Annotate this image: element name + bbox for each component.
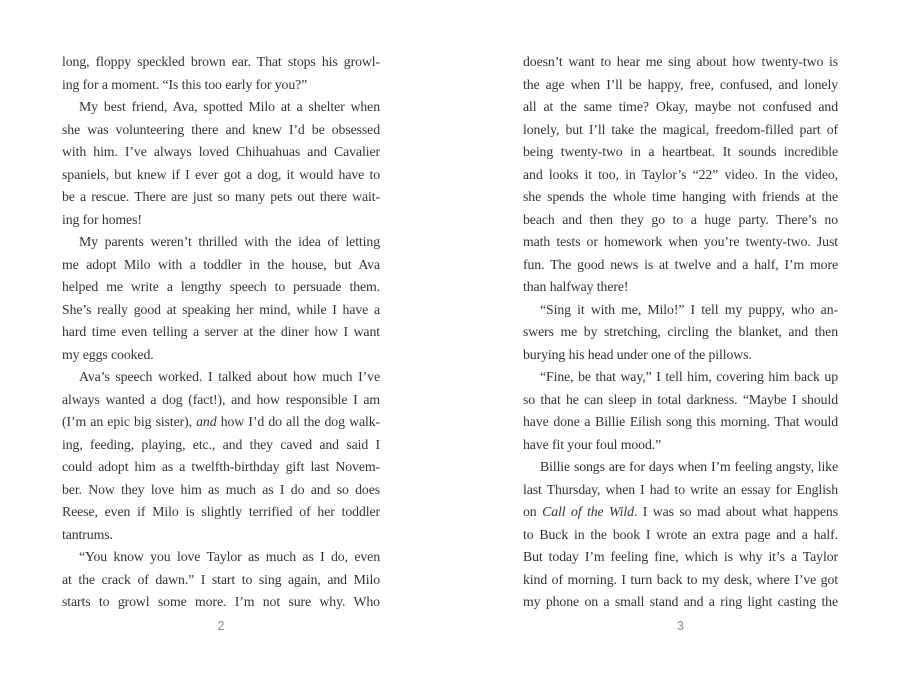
text-run: “You know you love Taylor as much as I do, even bbox=[79, 549, 380, 564]
text-run: hard time even telling a server at the diner how I want bbox=[62, 324, 380, 339]
text-line-content bbox=[62, 501, 380, 524]
text-run: doesn’t want to hear me sing about how twenty-two is bbox=[523, 54, 838, 69]
text-line-content bbox=[540, 299, 838, 322]
text-line-content bbox=[523, 164, 838, 187]
text-run: could adopt him as a twelfth-birthday gift last Novem- bbox=[62, 459, 380, 474]
text-line bbox=[62, 119, 380, 142]
text-run: be a rescue. There are just so many pets out there wait- bbox=[62, 189, 380, 204]
text-line bbox=[523, 546, 838, 569]
text-run: have done a Billie Eilish song this morning. That would bbox=[523, 414, 838, 429]
text-line-content bbox=[79, 231, 380, 254]
text-line-content bbox=[79, 366, 380, 389]
italic-text: Call of the Wild bbox=[542, 504, 634, 519]
text-run: My best friend, Ava, spotted Milo at a shelter when bbox=[79, 99, 380, 114]
text-run: with him. I’ve always loved Chihuahuas and Cavalier bbox=[62, 144, 380, 159]
text-line bbox=[62, 389, 380, 412]
text-run: But today I’m feeling fine, which is why it’s a Taylor bbox=[523, 549, 838, 564]
text-run: she was volunteering there and knew I’d be obsessed bbox=[62, 121, 380, 137]
text-line bbox=[523, 411, 838, 434]
text-run: starts to growl some more. I’m not sure why. Who bbox=[62, 594, 380, 609]
text-line bbox=[523, 164, 838, 187]
text-line bbox=[523, 74, 838, 97]
text-line-content bbox=[62, 51, 380, 74]
text-line bbox=[62, 164, 380, 187]
text-run: . I was so mad about what happens bbox=[633, 504, 838, 519]
text-run: tantrums. bbox=[62, 526, 113, 542]
text-line-content bbox=[523, 591, 838, 614]
text-run: always wanted a dog (fact!), and how responsible I am bbox=[62, 391, 380, 407]
text-line bbox=[62, 276, 380, 299]
text-line bbox=[523, 231, 838, 254]
text-run: at the crack of dawn.” I start to sing again, and Milo bbox=[62, 571, 380, 587]
text-run: have fit your foul mood.” bbox=[523, 436, 662, 452]
text-run: She’s really good at speaking her mind, while I have a bbox=[62, 301, 380, 317]
text-run: she spends the whole time hanging with friends at the bbox=[523, 189, 838, 204]
text-line-content bbox=[523, 321, 838, 344]
text-line-content bbox=[523, 186, 838, 209]
text-line-content bbox=[523, 344, 752, 367]
text-run: ing, feeding, playing, etc., and they caved and said I bbox=[62, 436, 380, 452]
text-run: beach and then they go to a huge party. There’s no bbox=[523, 211, 838, 227]
text-run: math tests or homework when you’re twenty-two. Just bbox=[523, 234, 838, 249]
text-run: ber. Now they love him as much as I do and so does bbox=[62, 481, 380, 497]
text-line-content bbox=[62, 299, 380, 322]
text-run: Reese, even if Milo is slightly terrified of her toddler bbox=[62, 504, 380, 519]
text-line bbox=[62, 569, 380, 592]
text-line-content bbox=[523, 479, 838, 502]
text-run: on bbox=[523, 504, 543, 519]
text-line bbox=[62, 456, 380, 479]
text-line bbox=[62, 231, 380, 254]
text-run: and looks it too, in Taylor’s “22” video. In the video, bbox=[523, 166, 838, 182]
text-line bbox=[62, 141, 380, 164]
text-line bbox=[523, 254, 838, 277]
text-line-content bbox=[62, 456, 380, 479]
text-line-content bbox=[523, 141, 838, 164]
text-line-content bbox=[523, 411, 838, 434]
text-line bbox=[62, 591, 380, 614]
text-line-content bbox=[62, 254, 380, 277]
text-run: my phone on a small stand and a ring light casting the bbox=[523, 594, 838, 609]
text-run: spaniels, but knew if I ever got a dog, it would have to bbox=[62, 166, 380, 182]
text-line bbox=[523, 186, 838, 209]
page-right-text bbox=[523, 51, 838, 614]
text-line-content bbox=[523, 276, 628, 299]
text-run: “Fine, be that way,” I tell him, covering him back up bbox=[540, 369, 838, 384]
text-line-content bbox=[62, 164, 380, 187]
text-line bbox=[523, 456, 838, 479]
text-run: so that he can sleep in total darkness. “Maybe I should bbox=[523, 391, 838, 407]
text-line-content bbox=[523, 96, 838, 119]
page-number-left: 2 bbox=[217, 619, 225, 633]
text-run: how I’d do all the dog walk- bbox=[216, 414, 380, 429]
text-line bbox=[523, 96, 838, 119]
text-line-content bbox=[523, 546, 838, 569]
text-line-content bbox=[523, 74, 838, 97]
text-line-content bbox=[523, 254, 838, 277]
text-line bbox=[62, 254, 380, 277]
text-line bbox=[62, 96, 380, 119]
text-run: burying his head under one of the pillows. bbox=[523, 346, 752, 362]
text-run: (I’m an epic big sister), bbox=[62, 414, 197, 429]
text-run: my eggs cooked. bbox=[62, 346, 154, 362]
page-right bbox=[450, 0, 900, 675]
text-run: helped me write a lengthy speech to persuade them. bbox=[62, 279, 380, 294]
text-line-content bbox=[523, 119, 838, 142]
text-line bbox=[62, 366, 380, 389]
text-line-content bbox=[62, 276, 380, 299]
text-run: Ava’s speech worked. I talked about how much I’ve bbox=[79, 369, 380, 384]
text-run: than halfway there! bbox=[523, 279, 629, 294]
text-line bbox=[523, 479, 838, 502]
text-line bbox=[62, 186, 380, 209]
text-run: to Buck in the book I wrote an extra page and a half. bbox=[523, 526, 838, 542]
text-run: long, floppy speckled brown ear. That stops his growl- bbox=[62, 54, 380, 69]
text-line-content bbox=[523, 51, 838, 74]
text-line-content bbox=[523, 569, 838, 592]
text-line bbox=[62, 74, 380, 97]
text-run: “Sing it with me, Milo!” I tell my puppy, who an- bbox=[540, 301, 838, 317]
text-line bbox=[62, 501, 380, 524]
text-line bbox=[523, 434, 838, 457]
text-line-content bbox=[79, 96, 380, 119]
text-run: Billie songs are for days when I’m feeling angsty, like bbox=[540, 459, 838, 474]
text-line-content bbox=[62, 411, 380, 434]
text-line-content bbox=[523, 501, 838, 524]
text-line bbox=[523, 276, 838, 299]
text-line bbox=[523, 501, 838, 524]
text-line-content bbox=[523, 434, 661, 457]
text-line bbox=[523, 51, 838, 74]
text-line bbox=[62, 524, 380, 547]
text-line-content bbox=[523, 524, 838, 547]
text-line bbox=[62, 209, 380, 232]
text-line-content bbox=[62, 141, 380, 164]
text-line-content bbox=[540, 456, 838, 479]
text-line bbox=[523, 569, 838, 592]
text-line-content bbox=[62, 389, 380, 412]
text-line-content bbox=[62, 524, 113, 547]
text-run: being twenty-two in a heartbeat. It sounds incredible bbox=[523, 144, 838, 159]
text-line bbox=[523, 299, 838, 322]
text-line bbox=[523, 366, 838, 389]
text-line-content bbox=[62, 344, 154, 367]
text-run: swers me by stretching, circling the blanket, and then bbox=[523, 324, 838, 339]
text-line bbox=[62, 51, 380, 74]
text-run: fun. The good news is at twelve and a half, I’m more bbox=[523, 256, 838, 272]
text-line bbox=[523, 344, 838, 367]
text-line-content bbox=[62, 434, 380, 457]
text-line bbox=[523, 209, 838, 232]
text-line bbox=[523, 524, 838, 547]
text-line bbox=[62, 321, 380, 344]
page-number-right: 3 bbox=[677, 619, 684, 633]
italic-text: and bbox=[196, 414, 217, 429]
text-run: last Thursday, when I had to write an essay for English bbox=[523, 481, 838, 497]
text-line bbox=[62, 434, 380, 457]
text-line bbox=[62, 546, 380, 569]
text-line-content bbox=[62, 74, 307, 97]
text-line-content bbox=[523, 389, 838, 412]
text-run: lonely, but I’ll take the magical, freedom-filled part of bbox=[523, 121, 838, 137]
text-line bbox=[62, 299, 380, 322]
page-left-text bbox=[62, 51, 380, 614]
text-line bbox=[62, 479, 380, 502]
text-line-content bbox=[62, 569, 380, 592]
text-run: ing for a moment. “Is this too early for you?” bbox=[62, 76, 308, 92]
text-line bbox=[523, 389, 838, 412]
text-run: the age when I’ll be happy, free, confused, and lonely bbox=[523, 76, 838, 92]
text-run: kind of morning. I turn back to my desk, where I’ve got bbox=[523, 571, 838, 587]
text-line-content bbox=[62, 321, 380, 344]
text-line-content bbox=[523, 209, 838, 232]
text-line-content bbox=[62, 479, 380, 502]
text-run: ing for homes! bbox=[62, 211, 142, 227]
text-line-content bbox=[523, 231, 838, 254]
text-line-content bbox=[540, 366, 838, 389]
text-line bbox=[523, 321, 838, 344]
text-line bbox=[62, 411, 380, 434]
text-run: me adopt Milo with a toddler in the house, but Ava bbox=[62, 256, 380, 272]
text-run: all at the same time? Okay, maybe not confused and bbox=[523, 99, 838, 114]
text-line bbox=[523, 591, 838, 614]
text-line-content bbox=[62, 591, 380, 614]
text-line-content bbox=[62, 119, 380, 142]
text-line-content bbox=[79, 546, 380, 569]
text-line bbox=[523, 119, 838, 142]
text-line bbox=[523, 141, 838, 164]
text-line bbox=[62, 344, 380, 367]
text-line-content bbox=[62, 186, 380, 209]
text-run: My parents weren’t thrilled with the idea of letting bbox=[79, 234, 380, 249]
text-line-content bbox=[62, 209, 142, 232]
